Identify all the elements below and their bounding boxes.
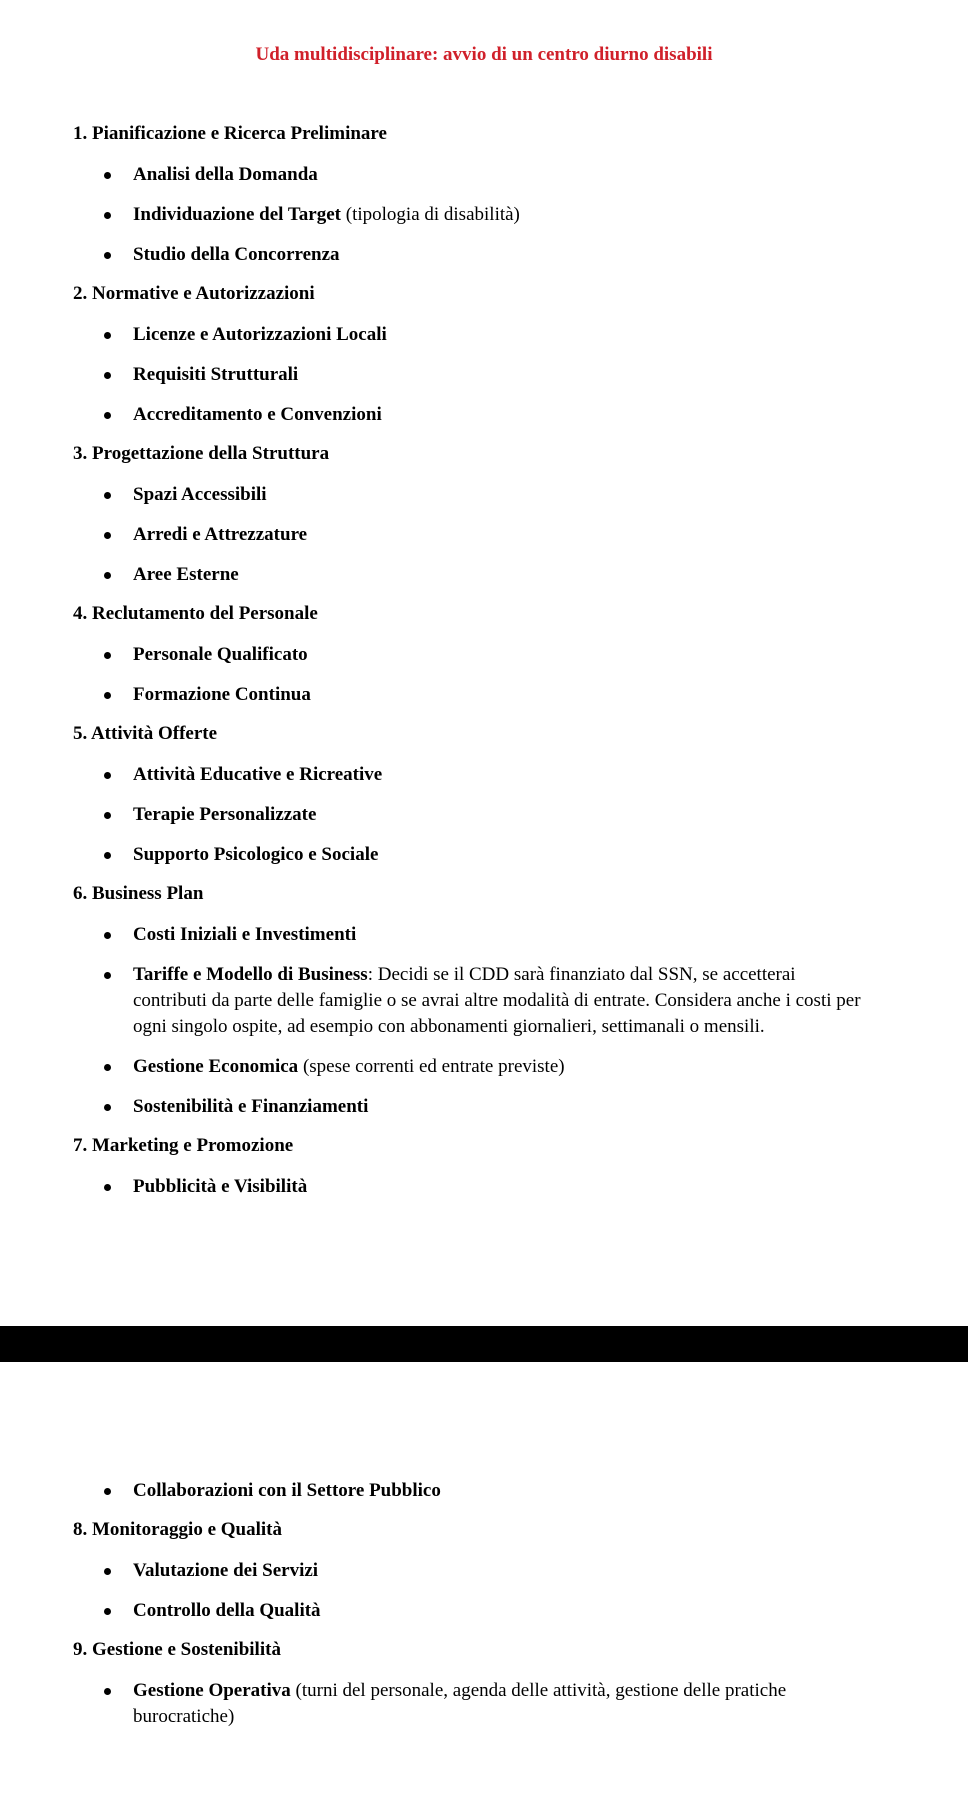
page-separator-band: [0, 1326, 968, 1362]
list-item: [0, 402, 968, 428]
bullet-icon: [104, 1104, 111, 1111]
list-item-label: Supporto Psicologico e Sociale: [133, 844, 379, 865]
bullet-icon: [104, 692, 111, 699]
list-item-label: Attività Educative e Ricreative: [133, 764, 383, 785]
list-item: [0, 682, 968, 708]
list-item: [0, 962, 968, 1040]
bullet-icon: [104, 852, 111, 859]
bullet-icon: [104, 412, 111, 419]
list-item-label: Spazi Accessibili: [133, 484, 267, 505]
bullet-icon: [104, 1608, 111, 1615]
list-item-label: Gestione Economica: [133, 1056, 299, 1077]
list-item-label: Studio della Concorrenza: [133, 244, 340, 265]
list-item: [0, 1598, 968, 1624]
section-heading: 6. Business Plan: [73, 883, 204, 904]
section-heading: 4. Reclutamento del Personale: [73, 603, 318, 624]
page-one-content: [0, 122, 968, 1214]
bullet-icon: [104, 332, 111, 339]
list-item: [0, 362, 968, 388]
list-item-label: Requisiti Strutturali: [133, 364, 299, 385]
section-heading: 8. Monitoraggio e Qualità: [73, 1519, 282, 1540]
list-item-label: Accreditamento e Convenzioni: [133, 404, 382, 425]
section-heading: 1. Pianificazione e Ricerca Preliminare: [73, 123, 387, 144]
list-item: [0, 562, 968, 588]
list-item-label: Analisi della Domanda: [133, 164, 318, 185]
bullet-icon: [104, 532, 111, 539]
bullet-icon: [104, 1064, 111, 1071]
list-item: [0, 1054, 968, 1080]
list-item-label: Valutazione dei Servizi: [133, 1560, 319, 1581]
list-item-label: Collaborazioni con il Settore Pubblico: [133, 1480, 441, 1501]
list-item-label: Arredi e Attrezzature: [133, 524, 308, 545]
list-item: [0, 162, 968, 188]
section-heading: 5. Attività Offerte: [73, 723, 218, 744]
list-item: [0, 242, 968, 268]
list-item-label: Individuazione del Target: [133, 204, 341, 225]
list-item-detail: (tipologia di disabilità): [341, 204, 520, 225]
list-item-label: Pubblicità e Visibilità: [133, 1176, 308, 1197]
document-title: Uda multidisciplinare: avvio di un centro diurno disabili: [255, 44, 713, 65]
section-heading: 9. Gestione e Sostenibilità: [73, 1639, 281, 1660]
section-heading: 3. Progettazione della Struttura: [73, 443, 330, 464]
list-item: [0, 482, 968, 508]
list-item: [0, 202, 968, 228]
section-heading: 7. Marketing e Promozione: [73, 1135, 294, 1156]
bullet-icon: [104, 932, 111, 939]
bullet-icon: [104, 372, 111, 379]
list-item-detail: : Decidi se il CDD sarà finanziato dal SSN, se accetterai contributi da parte delle famiglie o se avrai altre modalità di entrate. Considera anche i costi per ogni singolo ospite, ad esempio con abbonamenti giornalieri, settimanali o mensili.: [133, 964, 861, 1037]
list-item: [0, 1558, 968, 1584]
bullet-icon: [104, 772, 111, 779]
list-item-detail: (turni del personale, agenda delle attività, gestione delle pratiche burocratiche): [133, 1680, 787, 1727]
bullet-icon: [104, 212, 111, 219]
bullet-icon: [104, 972, 111, 979]
list-item-label: Formazione Continua: [133, 684, 311, 705]
list-item: [0, 1094, 968, 1120]
list-item: [0, 762, 968, 788]
section-heading: 2. Normative e Autorizzazioni: [73, 283, 315, 304]
bullet-icon: [104, 1184, 111, 1191]
list-item-label: Personale Qualificato: [133, 644, 308, 665]
list-item-label: Gestione Operativa: [133, 1680, 291, 1701]
list-item: [0, 842, 968, 868]
list-item-label: Costi Iniziali e Investimenti: [133, 924, 357, 945]
bullet-icon: [104, 1688, 111, 1695]
bullet-icon: [104, 812, 111, 819]
list-item-label: Licenze e Autorizzazioni Locali: [133, 324, 387, 345]
list-item: [0, 642, 968, 668]
bullet-icon: [104, 492, 111, 499]
page-two-content: [0, 1478, 968, 1744]
list-item: [0, 922, 968, 948]
list-item: [0, 1678, 968, 1730]
list-item: [0, 322, 968, 348]
bullet-icon: [104, 1568, 111, 1575]
bullet-icon: [104, 652, 111, 659]
list-item-label: Tariffe e Modello di Business: [133, 964, 368, 985]
bullet-icon: [104, 1488, 111, 1495]
list-item: [0, 1478, 968, 1504]
list-item-detail: (spese correnti ed entrate previste): [298, 1056, 565, 1077]
bullet-icon: [104, 252, 111, 259]
bullet-icon: [104, 572, 111, 579]
list-item-label: Controllo della Qualità: [133, 1600, 321, 1621]
list-item: [0, 802, 968, 828]
list-item: [0, 522, 968, 548]
bullet-icon: [104, 172, 111, 179]
list-item-label: Terapie Personalizzate: [133, 804, 317, 825]
list-item: [0, 1174, 968, 1200]
list-item-label: Aree Esterne: [133, 564, 239, 585]
list-item-label: Sostenibilità e Finanziamenti: [133, 1096, 369, 1117]
